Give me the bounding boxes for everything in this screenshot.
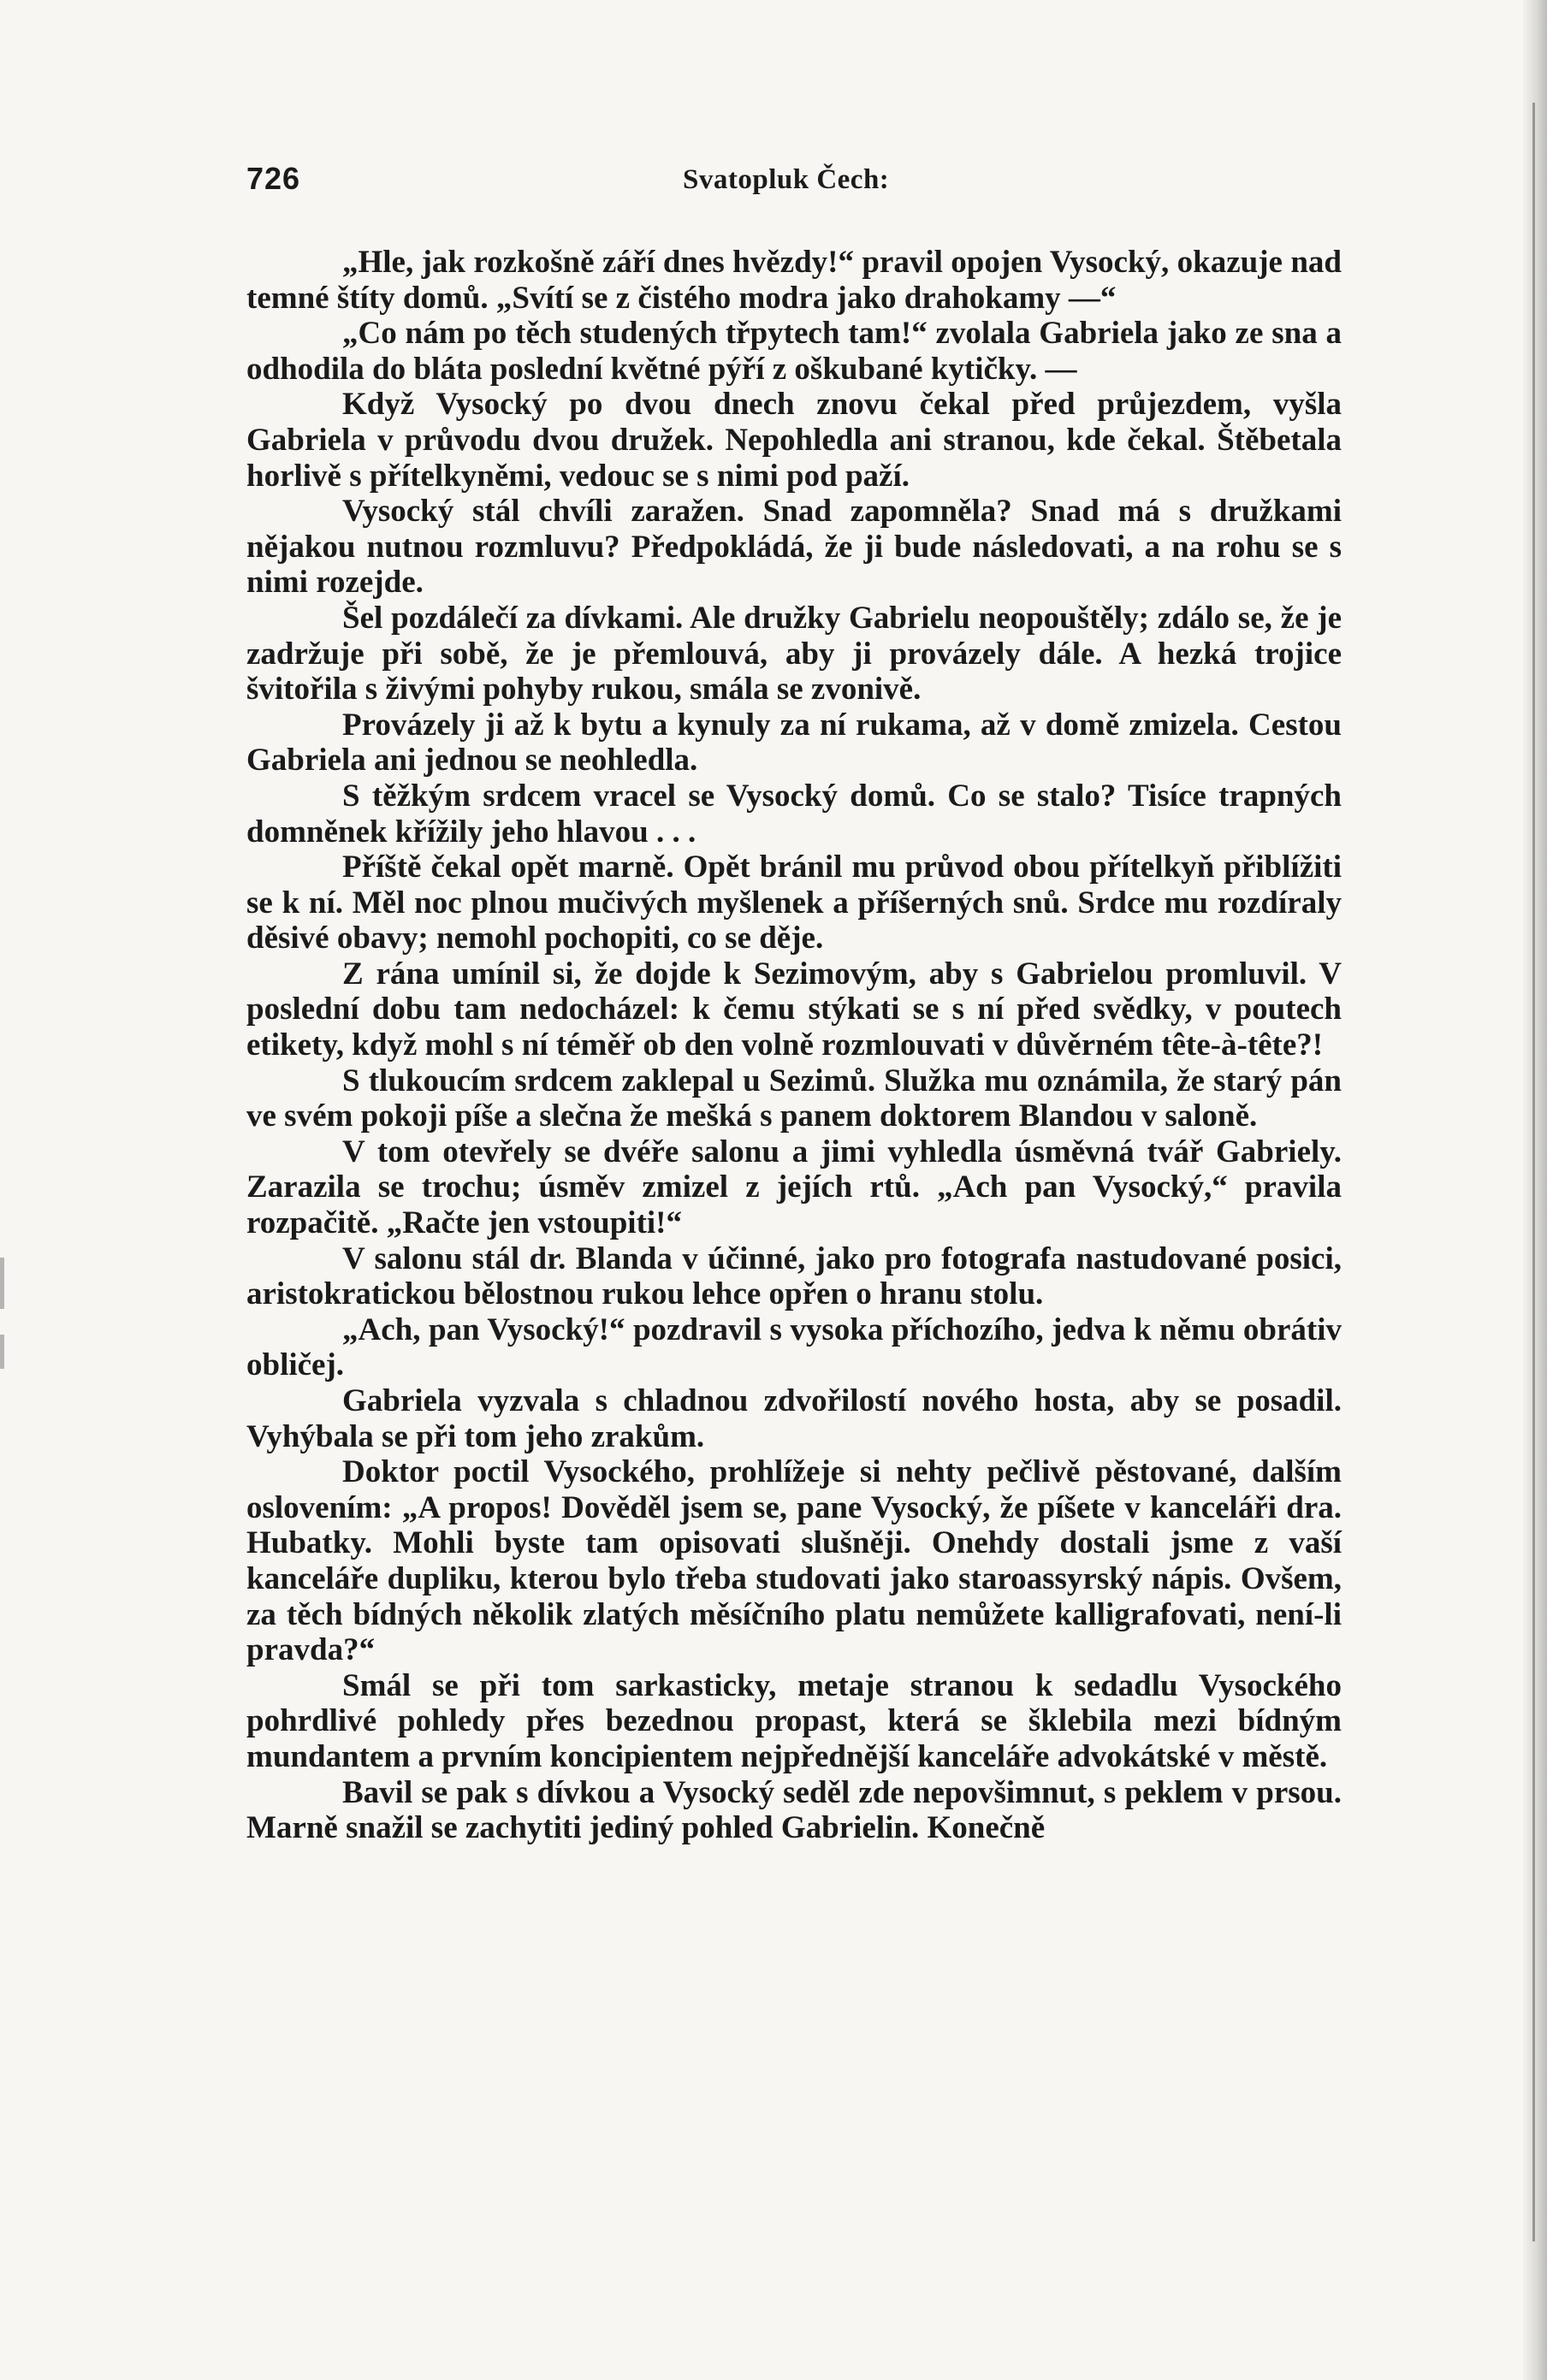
paragraph: Když Vysocký po dvou dnech znovu čekal před průjezdem, vyšla Gabriela v průvodu dvou družek. Nepohledla ani stranou, kde čekal. Štěbetala horlivě s přítelkyněmi, vedouc se s nimi pod paží. xyxy=(246,387,1342,494)
paragraph: V salonu stál dr. Blanda v účinné, jako pro fotografa nastudované posici, aristokratickou bělostnou rukou lehce opřen o hranu stolu. xyxy=(246,1240,1342,1312)
page-header xyxy=(246,161,1335,207)
paragraph: „Ach, pan Vysocký!“ pozdravil s vysoka příchozího, jedva k němu obrátiv obličej. xyxy=(246,1311,1342,1383)
paragraph: „Hle, jak rozkošně září dnes hvězdy!“ pravil opojen Vysocký, okazuje nad temné štíty domů. „Svítí se z čistého modra jako drahokamy —“ xyxy=(246,245,1342,316)
paragraph: S tlukoucím srdcem zaklepal u Sezimů. Služka mu oznámila, že starý pán ve svém pokoji píše a slečna že mešká s panem doktorem Blandou v saloně. xyxy=(246,1063,1342,1134)
paragraph: Vysocký stál chvíli zaražen. Snad zapomněla? Snad má s družkami nějakou nutnou rozmluvu? Předpokládá, že ji bude následovati, a na rohu se s nimi rozejde. xyxy=(246,494,1342,601)
running-head: Svatopluk Čech: xyxy=(683,164,890,195)
paragraph: Příště čekal opět marně. Opět bránil mu průvod obou přítelkyň přiblížiti se k ní. Měl noc plnou mučivých myšlenek a příšerných snů. Srdce mu rozdíraly děsivé obavy; nemohl pochopiti, co se děje. xyxy=(246,850,1342,956)
paragraph: „Co nám po těch studených třpytech tam!“ zvolala Gabriela jako ze sna a odhodila do bláta poslední květné pýří z oškubané kytičky. — xyxy=(246,316,1342,387)
paragraph: Bavil se pak s dívkou a Vysocký seděl zde nepovšimnut, s peklem v prsou. Marně snažil se zachytiti jediný pohled Gabrielin. Konečně xyxy=(246,1774,1342,1846)
paragraph: Provázely ji až k bytu a kynuly za ní rukama, až v domě zmizela. Cestou Gabriela ani jednou se neohledla. xyxy=(246,707,1342,779)
margin-mark xyxy=(0,1258,4,1309)
paragraph: Z rána umínil si, že dojde k Sezimovým, aby s Gabrielou promluvil. V poslední dobu tam nedocházel: k čemu stýkati se s ní před svědky, v poutech etikety, když mohl s ní téměř ob den volně rozmlouvati v důvěrném tête-à-tête?! xyxy=(246,956,1342,1063)
paragraph: Smál se při tom sarkasticky, metaje stranou k sedadlu Vysockého pohrdlivé pohledy přes bezednou propast, která se šklebila mezi bídným mundantem a prvním koncipientem nejpřednější kanceláře advokátské v městě. xyxy=(246,1667,1342,1774)
page-edge-line xyxy=(1532,103,1535,2241)
paragraph: V tom otevřely se dvéře salonu a jimi vyhledla úsměvná tvář Gabriely. Zarazila se trochu; úsměv zmizel z jejích rtů. „Ach pan Vysocký,“ pravila rozpačitě. „Račte jen vstoupiti!“ xyxy=(246,1134,1342,1241)
body-text xyxy=(246,245,1342,1846)
margin-mark xyxy=(0,1335,4,1369)
page-edge-shadow xyxy=(1523,0,1547,2380)
paragraph: S těžkým srdcem vracel se Vysocký domů. Co se stalo? Tisíce trapných domněnek křížily jeho hlavou . . . xyxy=(246,778,1342,850)
paragraph: Šel pozdálečí za dívkami. Ale družky Gabrielu neopouštěly; zdálo se, že je zadržuje při sobě, že je přemlouvá, aby ji provázely dále. A hezká trojice švitořila s živými pohyby rukou, smála se zvonivě. xyxy=(246,600,1342,707)
paragraph: Gabriela vyzvala s chladnou zdvořilostí nového hosta, aby se posadil. Vyhýbala se při tom jeho zrakům. xyxy=(246,1383,1342,1454)
page-number: 726 xyxy=(246,161,301,196)
paragraph: Doktor poctil Vysockého, prohlížeje si nehty pečlivě pěstované, dalším oslovením: „A propos! Dověděl jsem se, pane Vysocký, že píšete v kanceláři dra. Hubatky. Mohli byste tam opisovati slušněji. Onehdy dostali jsme z vaší kanceláře dupliku, kterou bylo třeba studovati jako staroassyrský nápis. Ovšem, za těch bídných několik zlatých měsíčního platu nemůžete kalligrafovati, není-li pravda?“ xyxy=(246,1454,1342,1668)
